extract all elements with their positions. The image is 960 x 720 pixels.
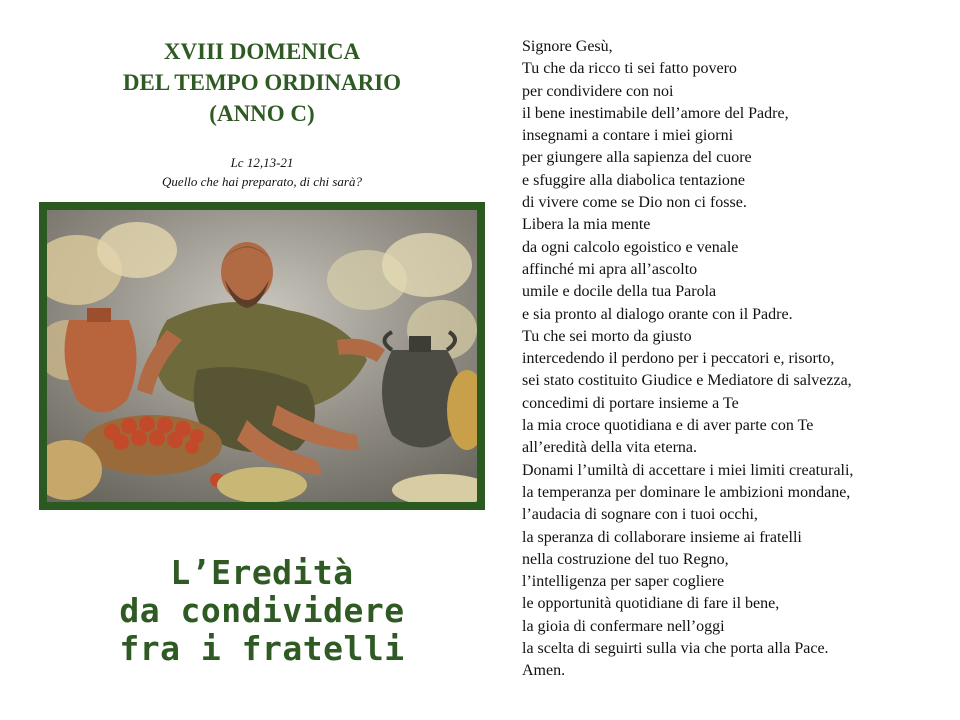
prayer-line: Donami l’umiltà di accettare i miei limiti creaturali, [522,461,854,479]
prayer-line: umile e docile della tua Parola [522,283,717,301]
subtitle-line-3: fra i fratelli [119,629,405,668]
prayer-line: la temperanza per dominare le ambizioni mondane, [522,483,851,501]
prayer-line: la scelta di seguirti sulla via che porta alla Pace. [522,640,829,658]
prayer-line: e sia pronto al dialogo orante con il Padre. [522,305,793,323]
prayer-line: da ogni calcolo egoistico e venale [522,238,739,256]
reference-quote: Quello che hai preparato, di chi sarà? [162,174,362,189]
title-line-3: (ANNO C) [209,101,315,126]
prayer-line: l’audacia di sognare con i tuoi occhi, [522,506,758,524]
reference-citation: Lc 12,13-21 [230,155,294,170]
illustration-frame [39,202,485,510]
gospel-reference [30,153,494,191]
prayer-line: l’intelligenza per saper cogliere [522,573,725,591]
prayer-line: e sfuggire alla diabolica tentazione [522,171,746,189]
title-line-2: DEL TEMPO ORDINARIO [122,70,402,95]
title-line-1: XVIII DOMENICA [163,39,361,64]
prayer-line: Tu che da ricco ti sei fatto povero [522,60,737,78]
prayer-line: insegnami a contare i miei giorni [522,127,734,145]
prayer-line: Libera la mia mente [522,216,651,234]
prayer-line: nella costruzione del tuo Regno, [522,550,729,568]
prayer-line: all’eredità della vita eterna. [522,439,698,457]
prayer-line: Signore Gesù, [522,38,613,55]
prayer-line: per giungere alla sapienza del cuore [522,149,752,167]
prayer-line: la speranza di collaborare insieme ai fratelli [522,528,802,546]
page-subtitle [30,554,494,668]
prayer-line: sei stato costituito Giudice e Mediatore di salvezza, [522,372,852,390]
page-title [30,36,494,129]
prayer-line: il bene inestimabile dell’amore del Padre, [522,104,789,122]
subtitle-line-1: L’Eredità [170,553,354,592]
left-column [30,30,494,690]
prayer-line: intercedendo il perdono per i peccatori e, risorto, [522,350,835,368]
prayer-line: di vivere come se Dio non ci fosse. [522,194,747,212]
prayer-line: affinché mi apra all’ascolto [522,260,698,278]
subtitle-line-2: da condividere [119,591,405,630]
prayer-line: per condividere con noi [522,82,674,100]
prayer-line: le opportunità quotidiane di fare il bene, [522,595,780,613]
prayer-text [522,36,942,683]
prayer-line: concedimi di portare insieme a Te [522,394,739,412]
prayer-line: Tu che sei morto da giusto [522,327,692,345]
rich-man-illustration [47,210,477,502]
prayer-line: la gioia di confermare nell’oggi [522,617,725,635]
prayer-line: Amen. [522,662,566,680]
prayer-line: la mia croce quotidiana e di aver parte con Te [522,417,814,435]
